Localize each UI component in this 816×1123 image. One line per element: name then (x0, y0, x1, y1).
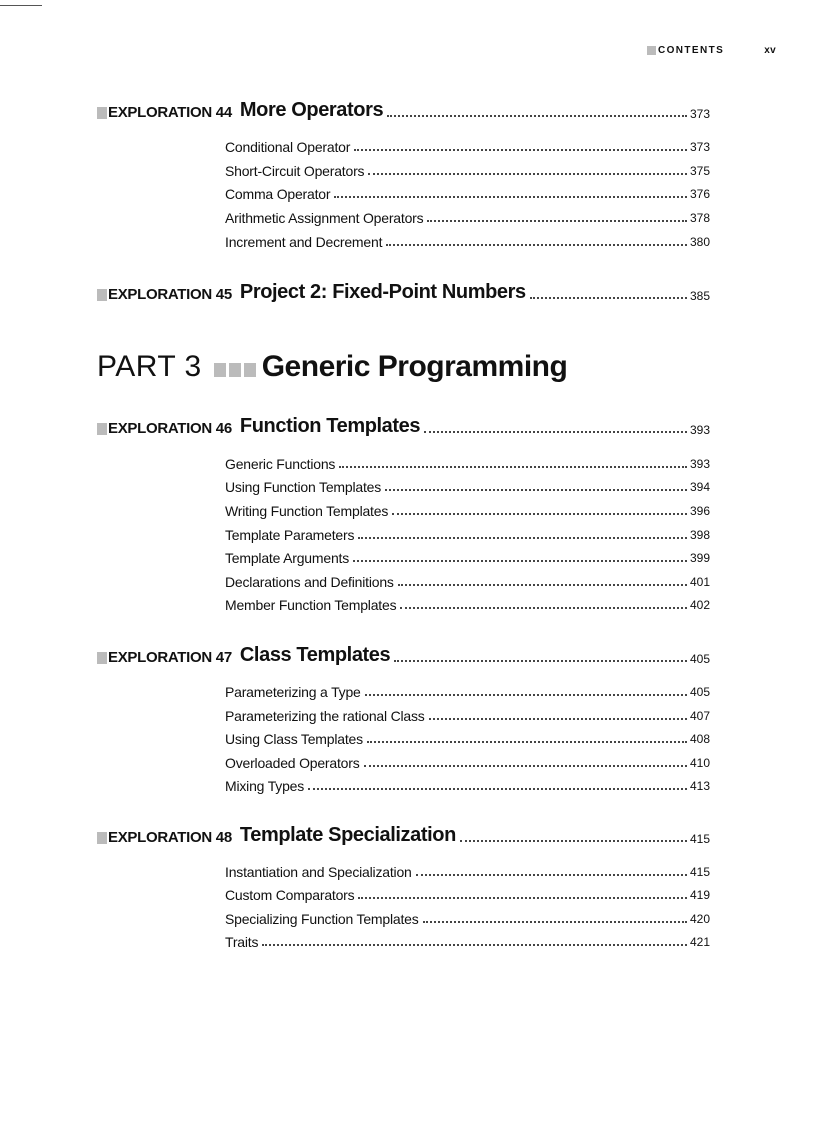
toc-entry[interactable] (225, 593, 710, 613)
running-head-section: CONTENTS (658, 45, 725, 56)
entry-page: 380 (689, 235, 710, 249)
entry-page: 405 (689, 685, 710, 699)
entry-page: 420 (689, 912, 710, 926)
entry-title: Generic Functions (225, 456, 336, 472)
exploration-title: Class Templates (239, 644, 391, 666)
exploration-label: EXPLORATION 48 (108, 829, 232, 846)
toc-exploration-48[interactable] (97, 821, 710, 847)
dot-leader (424, 430, 687, 433)
toc-entry[interactable] (225, 230, 710, 250)
toc-entry[interactable] (225, 680, 710, 700)
dot-leader (392, 512, 687, 515)
toc-entry[interactable] (225, 499, 710, 519)
part-label: PART 3 (97, 350, 202, 383)
dot-leader (334, 195, 687, 198)
dot-leader (416, 873, 687, 876)
entry-title: Template Parameters (225, 527, 355, 543)
toc-entry[interactable] (225, 159, 710, 179)
dot-leader (354, 148, 687, 151)
entry-page: 373 (689, 140, 710, 154)
entry-title: Mixing Types (225, 778, 305, 794)
square-bullet-icon (97, 289, 107, 301)
entry-title: Increment and Decrement (225, 234, 383, 250)
toc-entry[interactable] (225, 135, 710, 155)
entry-page: 421 (689, 935, 710, 949)
entry-page: 376 (689, 187, 710, 201)
exploration-title: More Operators (239, 99, 384, 121)
corner-rule (0, 5, 42, 6)
toc-entry[interactable] (225, 475, 710, 495)
dot-leader (353, 559, 687, 562)
entry-title: Short-Circuit Operators (225, 163, 365, 179)
dot-leader (367, 740, 687, 743)
exploration-page: 393 (689, 423, 710, 437)
toc-entry[interactable] (225, 774, 710, 794)
entry-title: Custom Comparators (225, 887, 355, 903)
entry-title: Parameterizing a Type (225, 684, 361, 700)
entry-page: 410 (689, 756, 710, 770)
entry-title: Arithmetic Assignment Operators (225, 210, 424, 226)
entry-title: Conditional Operator (225, 139, 351, 155)
dot-leader (386, 243, 687, 246)
toc-exploration-46[interactable] (97, 412, 710, 438)
toc-entry[interactable] (225, 546, 710, 566)
toc-entry[interactable] (225, 751, 710, 771)
exploration-page: 405 (689, 652, 710, 666)
entry-page: 398 (689, 528, 710, 542)
dot-leader (400, 606, 687, 609)
dot-leader (339, 465, 687, 468)
dot-leader (358, 536, 687, 539)
toc-entry[interactable] (225, 907, 710, 927)
toc-entry[interactable] (225, 727, 710, 747)
entry-page: 419 (689, 888, 710, 902)
toc-entry[interactable] (225, 930, 710, 950)
entry-title: Member Function Templates (225, 597, 397, 613)
entry-page: 375 (689, 164, 710, 178)
exploration-page: 373 (689, 107, 710, 121)
entry-page: 415 (689, 865, 710, 879)
dot-leader (398, 583, 687, 586)
toc-entry[interactable] (225, 206, 710, 226)
exploration-label: EXPLORATION 45 (108, 286, 232, 303)
exploration-page: 415 (689, 832, 710, 846)
square-bullet-icon (647, 46, 656, 55)
entry-title: Overloaded Operators (225, 755, 360, 771)
toc-exploration-44[interactable] (97, 96, 710, 122)
entry-page: 402 (689, 598, 710, 612)
entry-title: Parameterizing the rational Class (225, 708, 425, 724)
square-bullet-icon (97, 423, 107, 435)
toc-entry[interactable] (225, 182, 710, 202)
dot-leader (423, 920, 687, 923)
entry-title: Specializing Function Templates (225, 911, 419, 927)
entry-page: 401 (689, 575, 710, 589)
entry-title: Using Class Templates (225, 731, 363, 747)
entry-title: Template Arguments (225, 550, 350, 566)
entry-page: 396 (689, 504, 710, 518)
toc-entry[interactable] (225, 860, 710, 880)
exploration-title: Function Templates (239, 415, 421, 437)
entry-page: 408 (689, 732, 710, 746)
dot-leader (427, 219, 687, 222)
toc-entry[interactable] (225, 883, 710, 903)
entry-page: 378 (689, 211, 710, 225)
part-title: Generic Programming (261, 350, 568, 383)
dot-leader (364, 764, 687, 767)
exploration-label: EXPLORATION 44 (108, 104, 232, 121)
part-heading (97, 350, 737, 390)
exploration-label: EXPLORATION 46 (108, 420, 232, 437)
toc-exploration-47[interactable] (97, 641, 710, 667)
dot-leader (365, 693, 687, 696)
exploration-title: Project 2: Fixed-Point Numbers (239, 281, 526, 303)
dot-leader (385, 488, 687, 491)
entry-title: Comma Operator (225, 186, 331, 202)
triple-square-icon (214, 363, 256, 377)
toc-entry[interactable] (225, 523, 710, 543)
dot-leader (460, 839, 687, 842)
entry-page: 393 (689, 457, 710, 471)
entry-title: Traits (225, 934, 259, 950)
entry-title: Using Function Templates (225, 479, 382, 495)
square-bullet-icon (97, 107, 107, 119)
entry-title: Declarations and Definitions (225, 574, 394, 590)
running-head (600, 45, 776, 59)
exploration-page: 385 (689, 289, 710, 303)
square-bullet-icon (97, 652, 107, 664)
entry-page: 399 (689, 551, 710, 565)
entry-title: Instantiation and Specialization (225, 864, 412, 880)
running-head-page: xv (764, 45, 776, 56)
dot-leader (368, 172, 687, 175)
exploration-title: Template Specialization (239, 824, 456, 846)
entry-page: 407 (689, 709, 710, 723)
exploration-label: EXPLORATION 47 (108, 649, 232, 666)
dot-leader (308, 787, 687, 790)
dot-leader (530, 296, 687, 299)
toc-entry[interactable] (225, 704, 710, 724)
dot-leader (394, 659, 687, 662)
entry-page: 413 (689, 779, 710, 793)
entry-page: 394 (689, 480, 710, 494)
toc-entry[interactable] (225, 570, 710, 590)
toc-exploration-45[interactable] (97, 278, 710, 304)
entry-title: Writing Function Templates (225, 503, 389, 519)
dot-leader (358, 896, 687, 899)
dot-leader (429, 717, 687, 720)
toc-entry[interactable] (225, 452, 710, 472)
square-bullet-icon (97, 832, 107, 844)
dot-leader (262, 943, 687, 946)
dot-leader (387, 114, 687, 117)
